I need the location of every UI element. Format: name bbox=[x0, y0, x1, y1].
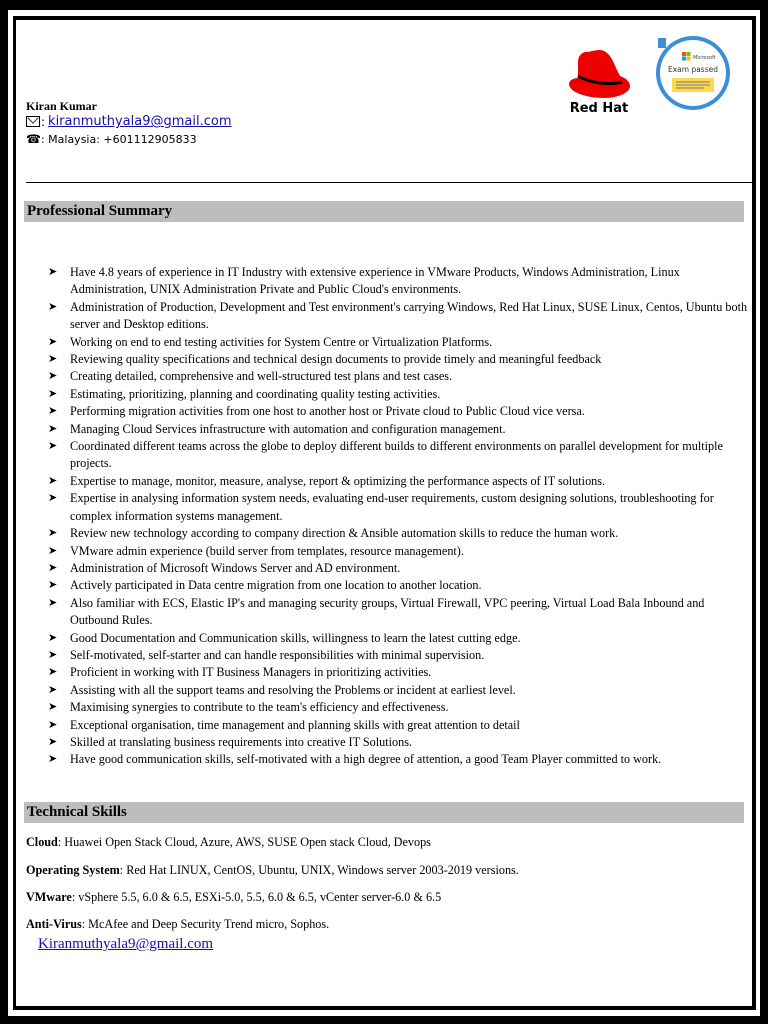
summary-item-text: Managing Cloud Services infrastructure with automation and configuration management. bbox=[70, 421, 506, 436]
summary-item bbox=[16, 647, 750, 664]
skill-vmware bbox=[26, 890, 441, 905]
skill-antivirus-label: Anti-Virus bbox=[26, 917, 82, 931]
summary-item bbox=[16, 560, 750, 577]
summary-item bbox=[16, 751, 750, 768]
summary-item-text: Good Documentation and Communication skills, willingness to learn the latest cutting edge. bbox=[70, 630, 521, 645]
skill-cloud bbox=[26, 835, 431, 850]
skill-cloud-value: : Huawei Open Stack Cloud, Azure, AWS, SUSE Open stack Cloud, Devops bbox=[57, 835, 431, 849]
arrow-bullet-icon: ➤ bbox=[48, 300, 58, 313]
arrow-bullet-icon: ➤ bbox=[48, 387, 58, 400]
summary-item-text: Also familiar with ECS, Elastic IP's and managing security groups, Virtual Firewall, VPC peering, Virtual Load Bala Inbound and Outbound Rules. bbox=[70, 595, 705, 628]
summary-item-text: Exceptional organisation, time management and planning skills with great attention to detail bbox=[70, 717, 520, 732]
summary-item bbox=[16, 543, 750, 560]
summary-item-text: VMware admin experience (build server from templates, resource management). bbox=[70, 543, 464, 558]
summary-item bbox=[16, 334, 750, 351]
skill-antivirus bbox=[26, 917, 329, 932]
phone-icon: ☎ bbox=[26, 132, 41, 146]
arrow-bullet-icon: ➤ bbox=[48, 405, 58, 418]
professional-summary-heading: Professional Summary bbox=[24, 201, 744, 222]
arrow-bullet-icon: ➤ bbox=[48, 718, 58, 731]
arrow-bullet-icon: ➤ bbox=[48, 753, 58, 766]
summary-item-text: Reviewing quality specifications and technical design documents to provide timely and meaningful feedback bbox=[70, 352, 602, 367]
arrow-bullet-icon: ➤ bbox=[48, 561, 58, 574]
arrow-bullet-icon: ➤ bbox=[48, 631, 58, 644]
summary-item-text: Have 4.8 years of experience in IT Industry with extensive experience in VMware Products, Windows Administration, Linux Administration, UNIX Administration Private and Public Cloud's environments. bbox=[70, 265, 680, 297]
summary-item-text: Performing migration activities from one host to another host or Private cloud to Public Cloud vice versa. bbox=[70, 404, 585, 419]
arrow-bullet-icon: ➤ bbox=[48, 474, 58, 487]
arrow-bullet-icon: ➤ bbox=[48, 735, 58, 748]
arrow-bullet-icon: ➤ bbox=[48, 579, 58, 592]
footer-email-link[interactable]: Kiranmuthyala9@gmail.com bbox=[38, 936, 214, 952]
summary-item bbox=[16, 630, 750, 647]
summary-item-text: Self-motivated, self-starter and can handle responsibilities with minimal supervision. bbox=[70, 647, 485, 662]
summary-item-text: Estimating, prioritizing, planning and coordinating quality testing activities. bbox=[70, 386, 441, 401]
summary-item-text: Administration of Microsoft Windows Server and AD environment. bbox=[70, 560, 401, 575]
summary-item bbox=[16, 595, 750, 630]
email-link[interactable]: kiranmuthyala9@gmail.com bbox=[48, 114, 232, 129]
summary-item bbox=[16, 699, 750, 716]
summary-item-text: Skilled at translating business requirements into creative IT Solutions. bbox=[70, 734, 412, 749]
summary-item bbox=[16, 717, 750, 734]
summary-item-text: Proficient in working with IT Business Managers in prioritizing activities. bbox=[70, 665, 432, 680]
summary-item bbox=[16, 368, 750, 385]
summary-item-text: Working on end to end testing activities for System Centre or Virtualization Platforms. bbox=[70, 334, 493, 349]
summary-item-text: Administration of Production, Development and Test environment's carrying Windows, Red Hat Linux, SUSE Linux, Centos, Ubuntu both server and Desktop editions. bbox=[70, 299, 748, 332]
arrow-bullet-icon: ➤ bbox=[48, 440, 58, 453]
redhat-logo-text: Red Hat bbox=[569, 101, 629, 114]
summary-item-text: Actively participated in Data centre migration from one location to another location. bbox=[70, 578, 482, 593]
skill-os-value: : Red Hat LINUX, CentOS, Ubuntu, UNIX, Windows server 2003-2019 versions. bbox=[119, 863, 519, 877]
email-label: : bbox=[41, 114, 46, 129]
resume-page bbox=[16, 20, 752, 1006]
arrow-bullet-icon: ➤ bbox=[48, 701, 58, 714]
summary-item bbox=[16, 473, 750, 490]
arrow-bullet-icon: ➤ bbox=[48, 648, 58, 661]
redhat-logo bbox=[564, 38, 634, 114]
contact-phone-row bbox=[26, 132, 197, 146]
summary-item-text: Creating detailed, comprehensive and well-structured test plans and test cases. bbox=[70, 369, 453, 384]
summary-item bbox=[16, 525, 750, 542]
summary-item-text: Have good communication skills, self-motivated with a high degree of attention, a good Team Player committed to work. bbox=[70, 752, 662, 767]
summary-item-text: Assisting with all the support teams and resolving the Problems or incident at earliest level. bbox=[70, 682, 516, 697]
candidate-name: Kiran Kumar bbox=[26, 99, 97, 113]
summary-item bbox=[16, 577, 750, 594]
summary-item bbox=[16, 664, 750, 681]
summary-item bbox=[16, 682, 750, 699]
skill-os bbox=[26, 863, 519, 878]
summary-list bbox=[16, 264, 752, 769]
summary-item-text: Maximising synergies to contribute to the team's efficiency and effectiveness. bbox=[70, 700, 449, 715]
skill-os-label: Operating System bbox=[26, 863, 120, 877]
summary-item bbox=[16, 403, 750, 420]
arrow-bullet-icon: ➤ bbox=[48, 353, 58, 366]
skill-antivirus-value: : McAfee and Deep Security Trend micro, Sophos. bbox=[81, 917, 330, 931]
arrow-bullet-icon: ➤ bbox=[48, 666, 58, 679]
summary-item bbox=[16, 438, 750, 473]
summary-item-text: Expertise to manage, monitor, measure, analyse, report & optimizing the performance aspects of IT solutions. bbox=[70, 473, 606, 488]
envelope-icon bbox=[26, 116, 40, 127]
arrow-bullet-icon: ➤ bbox=[48, 596, 58, 609]
arrow-bullet-icon: ➤ bbox=[48, 544, 58, 557]
header-divider bbox=[26, 182, 752, 183]
summary-item-text: Expertise in analysing information system needs, evaluating end-user requirements, custom designing solutions, troubleshooting for complex information systems management. bbox=[70, 491, 714, 523]
arrow-bullet-icon: ➤ bbox=[48, 492, 58, 505]
summary-item bbox=[16, 386, 750, 403]
microsoft-exam-badge bbox=[654, 34, 732, 112]
arrow-bullet-icon: ➤ bbox=[48, 335, 58, 348]
summary-item bbox=[16, 734, 750, 751]
phone-text: : Malaysia: +601112905833 bbox=[40, 132, 197, 146]
summary-item bbox=[16, 351, 750, 368]
summary-item bbox=[16, 490, 750, 525]
ms-brand-text: Microsoft bbox=[693, 55, 716, 61]
skill-vmware-value: : vSphere 5.5, 6.0 & 6.5, ESXi-5.0, 5.5, 6.0 & 6.5, vCenter server-6.0 & 6.5 bbox=[71, 890, 442, 904]
summary-item-text: Review new technology according to company direction & Ansible automation skills to reduce the human work. bbox=[70, 526, 619, 541]
summary-item bbox=[16, 299, 750, 334]
ms-badge-text: Exam passed bbox=[667, 65, 719, 74]
summary-item bbox=[16, 264, 750, 299]
arrow-bullet-icon: ➤ bbox=[48, 422, 58, 435]
skill-vmware-label: VMware bbox=[26, 890, 72, 904]
arrow-bullet-icon: ➤ bbox=[48, 527, 58, 540]
arrow-bullet-icon: ➤ bbox=[48, 370, 58, 383]
arrow-bullet-icon: ➤ bbox=[48, 266, 58, 278]
technical-skills-heading: Technical Skills bbox=[24, 802, 744, 823]
arrow-bullet-icon: ➤ bbox=[48, 683, 58, 696]
summary-item-text: Coordinated different teams across the globe to deploy different builds to different environments on parallel development for multiple projects. bbox=[70, 439, 723, 471]
summary-item bbox=[16, 421, 750, 438]
contact-email-row bbox=[26, 114, 232, 129]
skill-cloud-label: Cloud bbox=[26, 835, 58, 849]
